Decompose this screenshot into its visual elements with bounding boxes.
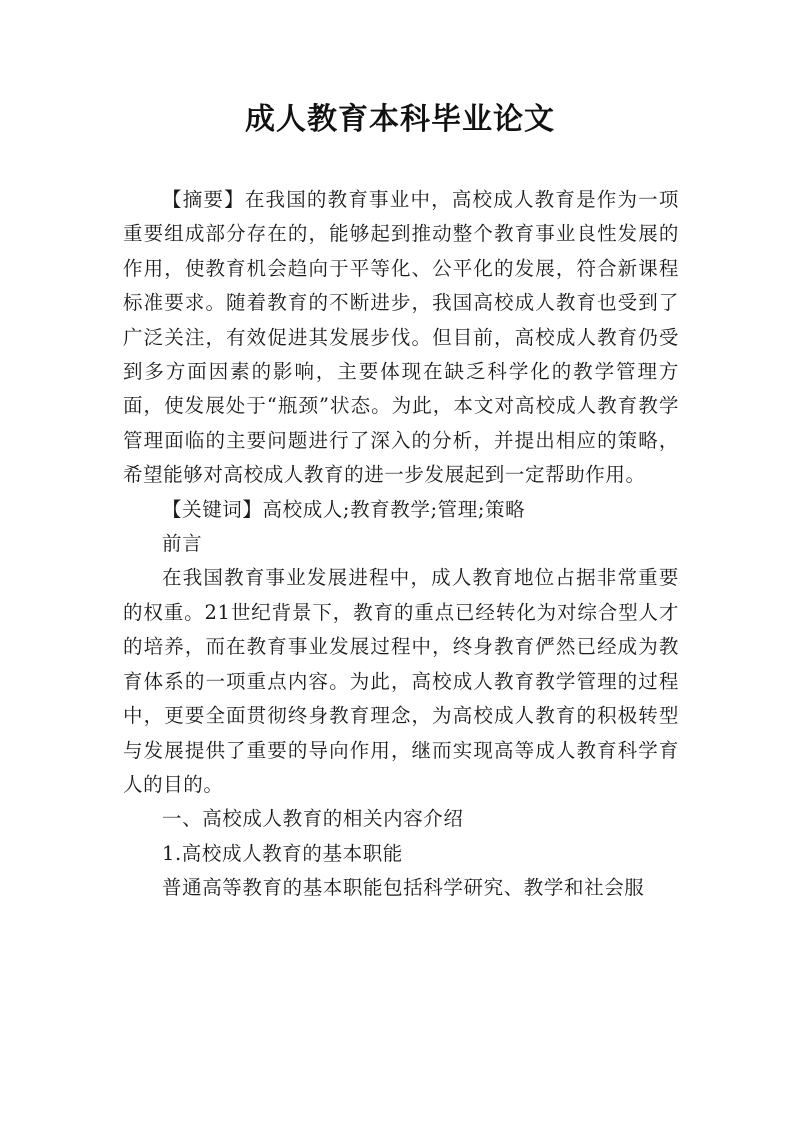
document-body (123, 183, 679, 906)
subsection-heading-1-1: 1.高校成人教育的基本职能 (162, 841, 403, 865)
preface-heading: 前言 (162, 532, 203, 556)
body-paragraph: 普通高等教育的基本职能包括科学研究、教学和社会服 (162, 876, 645, 900)
keywords-paragraph: 【关键词】高校成人;教育教学;管理;策略 (162, 497, 526, 521)
document-title: 成人教育本科毕业论文 (245, 102, 555, 137)
section-heading-1: 一、高校成人教育的相关内容介绍 (162, 807, 464, 831)
preface-paragraph: 在我国教育事业发展进程中，成人教育地位占据非常重要的权重。21世纪背景下，教育的重点已经转化为对综合型人才的培养，而在教育事业发展过程中，终身教育俨然已经成为教育体系的一项重点内容。为此，高校成人教育教学管理的过程中，更要全面贯彻终身教育理念，为高校成人教育的积极转型与发展提供了重要的导向作用，继而实现高等成人教育科学育人的目的。 (123, 566, 679, 796)
abstract-paragraph: 【摘要】在我国的教育事业中，高校成人教育是作为一项重要组成部分存在的，能够起到推动整个教育事业良性发展的作用，使教育机会趋向于平等化、公平化的发展，符合新课程标准要求。随着教育的不断进步，我国高校成人教育也受到了广泛关注，有效促进其发展步伐。但目前，高校成人教育仍受到多方面因素的影响，主要体现在缺乏科学化的教学管理方面，使发展处于“瓶颈”状态。为此，本文对高校成人教育教学管理面临的主要问题进行了深入的分析，并提出相应的策略，希望能够对高校成人教育的进一步发展起到一定帮助作用。 (123, 188, 679, 487)
